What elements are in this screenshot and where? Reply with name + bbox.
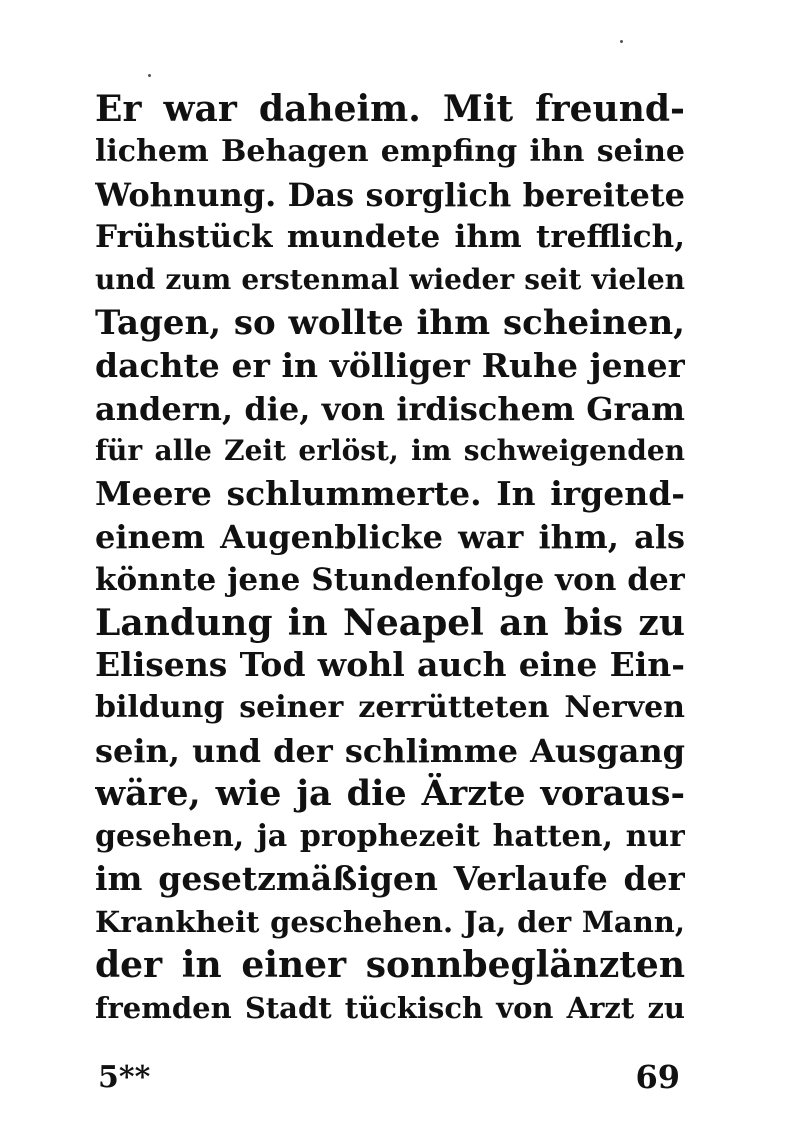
text-line: wäre, wie ja die Ärzte voraus- [95, 772, 685, 814]
signature-mark: 5** [98, 1060, 151, 1095]
text-line: Meere schlummerte. In irgend- [95, 474, 685, 514]
text-line: gesehen, ja prophezeit hatten, nur [95, 818, 685, 854]
text-line: lichem Behagen empfing ihn seine [95, 133, 685, 169]
text-line: Tagen, so wollte ihm scheinen, [95, 302, 685, 343]
text-line: Er war daheim. Mit freund- [95, 88, 685, 130]
text-line: im gesetzmäßigen Verlaufe der [95, 859, 685, 899]
text-line: der in einer sonnbeglänzten [95, 943, 685, 986]
text-line: sein, und der schlimme Ausgang [95, 731, 685, 770]
text-line: andern, die, von irdischem Gram [95, 389, 685, 428]
body-text [95, 88, 685, 1030]
text-line: Krankheit geschehen. Ja, der Mann, [95, 905, 685, 940]
text-line: Wohnung. Das sorglich bereitete [95, 175, 685, 214]
text-line: einem Augenblicke war ihm, als [95, 517, 685, 556]
text-line: Frühstück mundete ihm trefflich, [95, 219, 685, 256]
text-line: könnte jene Stundenfolge von der [95, 561, 685, 598]
text-line: und zum erstenmal wieder seit vielen [95, 263, 685, 297]
page-number: 69 [635, 1058, 680, 1096]
text-line: bildung seiner zerrütteten Nerven [95, 690, 685, 726]
paper-speck [620, 40, 623, 43]
text-line: Elisens Tod wohl auch eine Ein- [95, 645, 685, 685]
text-line: dachte er in völliger Ruhe jener [95, 345, 685, 385]
text-line: fremden Stadt tückisch von Arzt zu [95, 990, 685, 1025]
paper-speck [148, 74, 151, 77]
text-line: Landung in Neapel an bis zu [95, 601, 685, 644]
text-line: für alle Zeit erlöst, im schweigenden [95, 434, 685, 468]
